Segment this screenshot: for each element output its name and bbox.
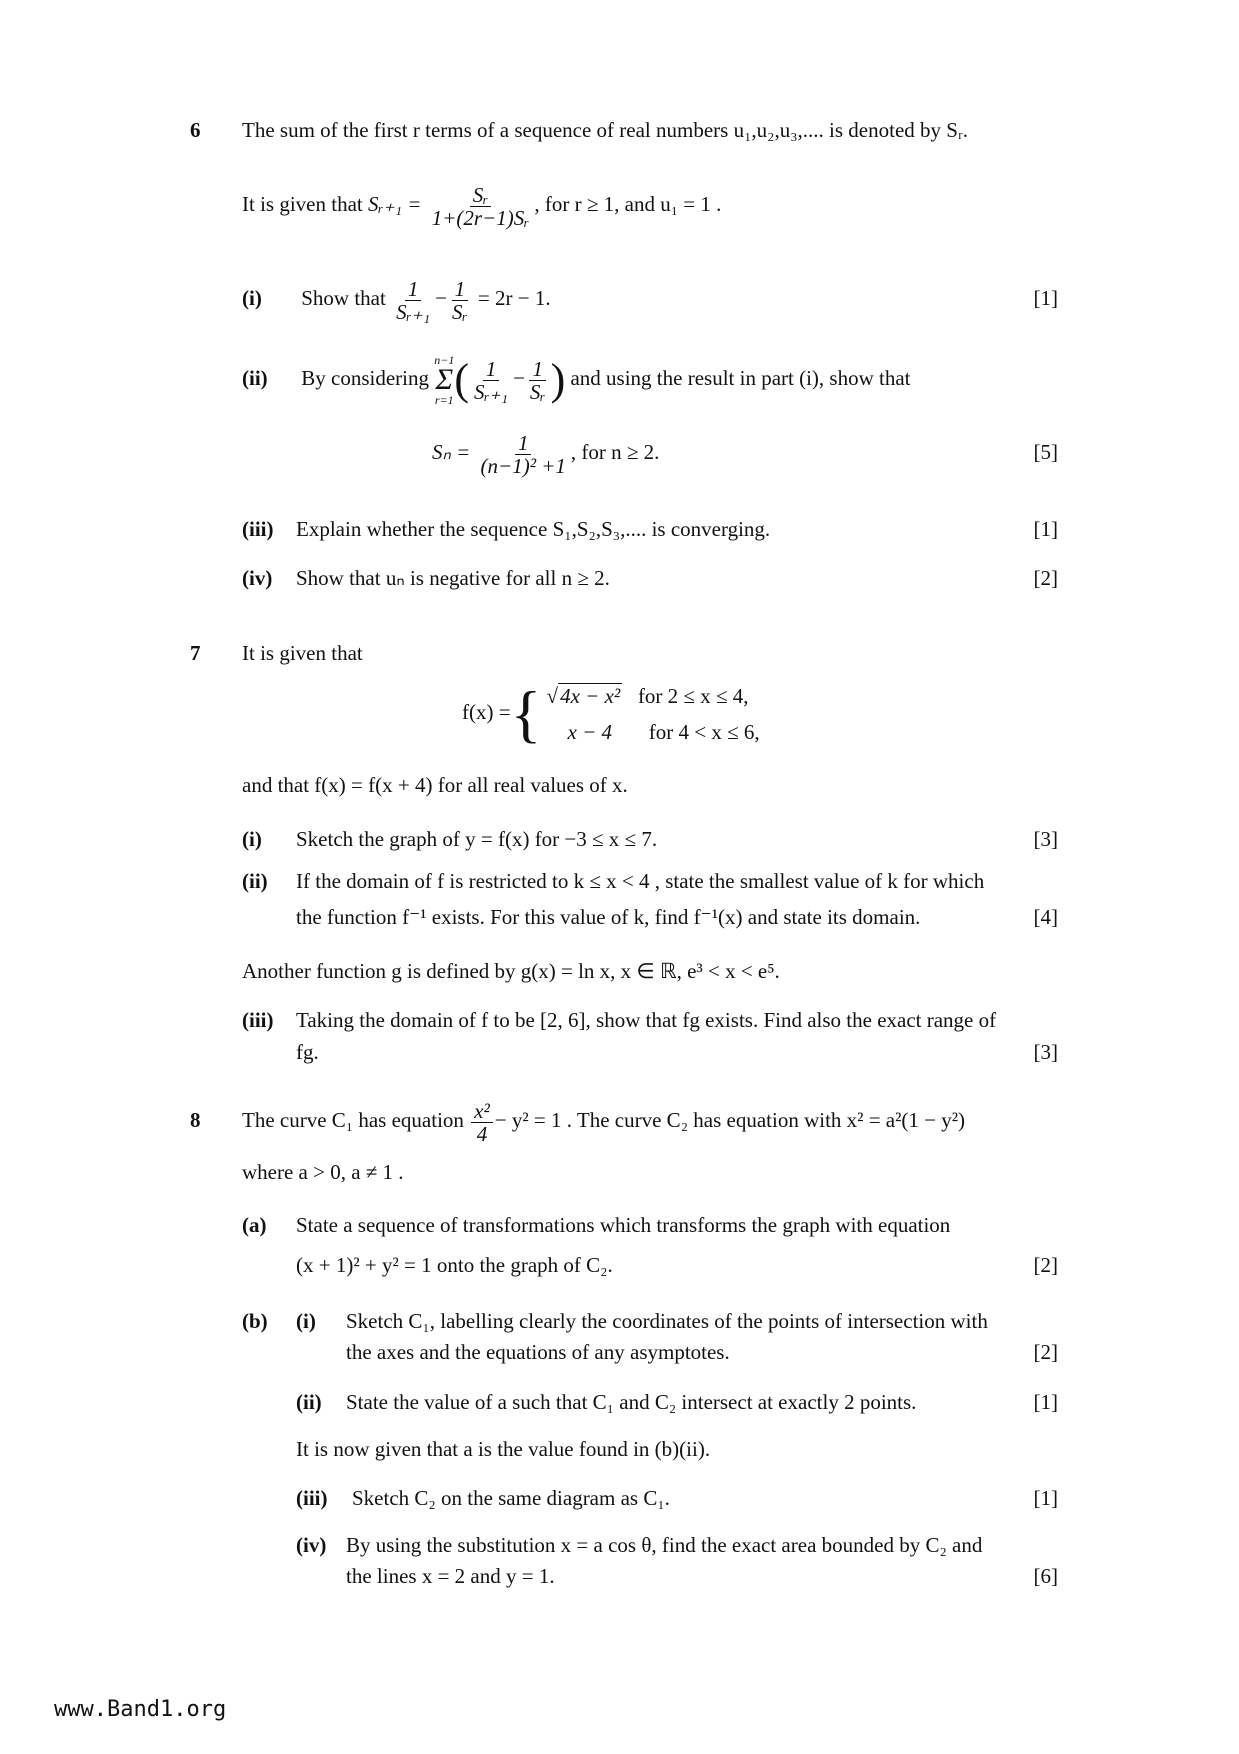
q6-ii-suffix: and using the result in part (i), show that <box>570 366 911 390</box>
q6-ii-prefix: By considering <box>301 366 429 390</box>
denominator: Sᵣ <box>452 299 468 324</box>
fraction <box>471 1100 493 1145</box>
part-text: By using the substitution x = a cos θ, find the exact area bounded by C₂ and <box>346 1533 983 1557</box>
q7-part-ii <box>242 869 984 893</box>
summation <box>434 354 454 406</box>
numerator: Sᵣ <box>470 184 492 207</box>
denominator: 1+(2r−1)Sᵣ <box>431 205 530 230</box>
part-text: Explain whether the sequence S₁,S₂,S₃,.... is converging. <box>296 517 771 541</box>
denominator: Sᵣ₊₁ <box>474 379 509 404</box>
sum-upper: n−1 <box>434 353 455 368</box>
q7-part-ii-line2: the function f⁻¹ exists. For this value of k, find f⁻¹(x) and state its domain. <box>296 905 921 929</box>
q6-given <box>242 180 721 229</box>
marks: [2] <box>1033 1340 1058 1364</box>
q7-g-definition: Another function g is defined by g(x) = ln x, x ∈ ℝ, e³ < x < e⁵. <box>242 959 780 983</box>
q8-now-given: It is now given that a is the value found in (b)(ii). <box>296 1437 711 1461</box>
footer-watermark: www.Band1.org <box>54 1697 227 1722</box>
cases <box>547 678 760 750</box>
denominator: (n−1)² +1 <box>480 453 566 478</box>
numerator: x² <box>471 1100 493 1123</box>
case-2-cond: for 4 < x ≤ 6, <box>648 720 760 745</box>
marks: [1] <box>1033 1390 1058 1414</box>
result-suffix: , for n ≥ 2. <box>570 440 660 464</box>
q7-part-iii-line2: fg. <box>296 1040 319 1064</box>
q8-part-b-iv <box>296 1533 982 1557</box>
q8-suffix: − y² = 1 . The curve C₂ has equation with x² = a²(1 − y²) <box>494 1108 966 1132</box>
q6-given-lhs: Sᵣ₊₁ = <box>367 192 422 216</box>
q6-part-i <box>242 274 551 323</box>
q8-part-a-line2: (x + 1)² + y² = 1 onto the graph of C₂. <box>296 1253 613 1277</box>
q7-intro: It is given that <box>242 641 363 665</box>
result-lhs: Sₙ = <box>432 440 471 464</box>
sigma: Σ <box>435 363 454 397</box>
question-7-number: 7 <box>190 641 201 665</box>
part-text: State the value of a such that C₁ and C₂ intersect at exactly 2 points. <box>346 1390 917 1414</box>
fraction <box>527 358 549 403</box>
part-text: If the domain of f is restricted to k ≤ x < 4 , state the smallest value of k for which <box>296 869 985 893</box>
marks: [6] <box>1033 1564 1058 1588</box>
subpart-label: (ii) <box>296 1390 322 1414</box>
q8-prefix: The curve C₁ has equation <box>242 1108 464 1132</box>
case-2 <box>547 714 760 750</box>
part-text: Show that uₙ is negative for all n ≥ 2. <box>296 566 610 590</box>
numerator: 1 <box>405 278 422 301</box>
part-label: (iii) <box>242 1008 274 1032</box>
q7-part-iii <box>242 1008 996 1032</box>
q6-given-prefix: It is given that <box>242 192 363 216</box>
q8-intro <box>242 1096 965 1145</box>
q8-part-b-ii <box>296 1390 916 1414</box>
marks: [5] <box>1033 440 1058 464</box>
f-lhs: f(x) = <box>462 700 511 724</box>
q6-ii-result <box>432 428 659 477</box>
denominator: 4 <box>476 1121 488 1146</box>
question-8-number: 8 <box>190 1108 201 1132</box>
q6-part-iv <box>242 566 610 590</box>
numerator: 1 <box>483 358 500 381</box>
q7-part-i <box>242 827 657 851</box>
case-1: √4x − x² for 2 ≤ x ≤ 4, <box>546 684 749 709</box>
numerator: 1 <box>452 278 469 301</box>
q8-where: where a > 0, a ≠ 1 . <box>242 1160 404 1184</box>
part-text: Sketch C₁, labelling clearly the coordinates of the points of intersection with <box>346 1309 988 1333</box>
marks: [3] <box>1033 1040 1058 1064</box>
denominator: Sᵣ₊₁ <box>396 299 431 324</box>
marks: [4] <box>1033 905 1058 929</box>
numerator: 1 <box>515 432 532 455</box>
marks: [1] <box>1033 517 1058 541</box>
q8-part-b-iv-line2: the lines x = 2 and y = 1. <box>346 1564 555 1588</box>
q6-part-ii: (ii) By considering n−1 Σ r=1 ( $\frac{1}{\text{Sᵣ₊₁}}$ − $\frac{1}{\text{Sᵣ}}$ ) and using the result in part (i), show that <box>242 348 911 410</box>
case-1-cond: for 2 ≤ x ≤ 4, <box>637 684 749 709</box>
part-label: (ii) <box>242 869 268 893</box>
part-label: (a) <box>242 1213 267 1237</box>
question-6-number: 6 <box>190 118 201 142</box>
q6-part-iii <box>242 517 770 541</box>
part-label: (ii) <box>242 366 268 390</box>
part-text: Sketch the graph of y = f(x) for −3 ≤ x ≤ 7. <box>296 827 658 851</box>
fraction <box>393 278 433 323</box>
minus: − <box>513 366 525 390</box>
marks: [3] <box>1033 827 1058 851</box>
q8-part-b-i-line2: the axes and the equations of any asymptotes. <box>346 1340 730 1364</box>
subpart-label: (i) <box>296 1309 316 1333</box>
marks: [2] <box>1033 566 1058 590</box>
case-1-expr: 4x − x² <box>560 684 621 709</box>
part-label: (i) <box>242 286 262 310</box>
marks: [2] <box>1033 1253 1058 1277</box>
sum-lower: r=1 <box>434 393 454 408</box>
part-text: State a sequence of transformations which transforms the graph with equation <box>296 1213 951 1237</box>
q7-piecewise: f(x) ={ √4x − x² for 2 ≤ x ≤ 4, x − 4 for 4 < x ≤ 6, <box>462 678 760 750</box>
part-text: Taking the domain of f to be [2, 6], show that fg exists. Find also the exact range of <box>296 1008 997 1032</box>
q6-given-fraction <box>429 184 533 229</box>
part-label: (iii) <box>242 517 274 541</box>
part-text: Sketch C₂ on the same diagram as C₁. <box>352 1486 670 1510</box>
part-label: (i) <box>242 827 262 851</box>
marks: [1] <box>1033 286 1058 310</box>
part-label: (iv) <box>242 566 273 590</box>
q6-intro: The sum of the first r terms of a sequence of real numbers u₁,u₂,u₃,.... is denoted by Sᵣ. <box>242 118 969 142</box>
denominator: Sᵣ <box>529 379 546 404</box>
part-label: (b) <box>242 1309 268 1333</box>
q6-i-suffix: = 2r − 1. <box>477 286 551 310</box>
minus: − <box>435 286 447 310</box>
case-2-expr: x − 4 <box>567 720 613 745</box>
subpart-label: (iv) <box>296 1533 327 1557</box>
q7-periodic: and that f(x) = f(x + 4) for all real values of x. <box>242 773 628 797</box>
fraction <box>478 432 569 477</box>
q8-part-a <box>242 1213 950 1237</box>
q8-part-b-i <box>242 1309 988 1333</box>
marks: [1] <box>1033 1486 1058 1510</box>
fraction <box>471 358 511 403</box>
fraction <box>449 278 471 323</box>
subpart-label: (iii) <box>296 1486 328 1510</box>
q6-i-prefix: Show that <box>301 286 386 310</box>
q8-part-b-iii <box>296 1486 670 1510</box>
numerator: 1 <box>529 358 546 381</box>
q6-given-suffix: , for r ≥ 1, and u₁ = 1 . <box>534 192 722 216</box>
